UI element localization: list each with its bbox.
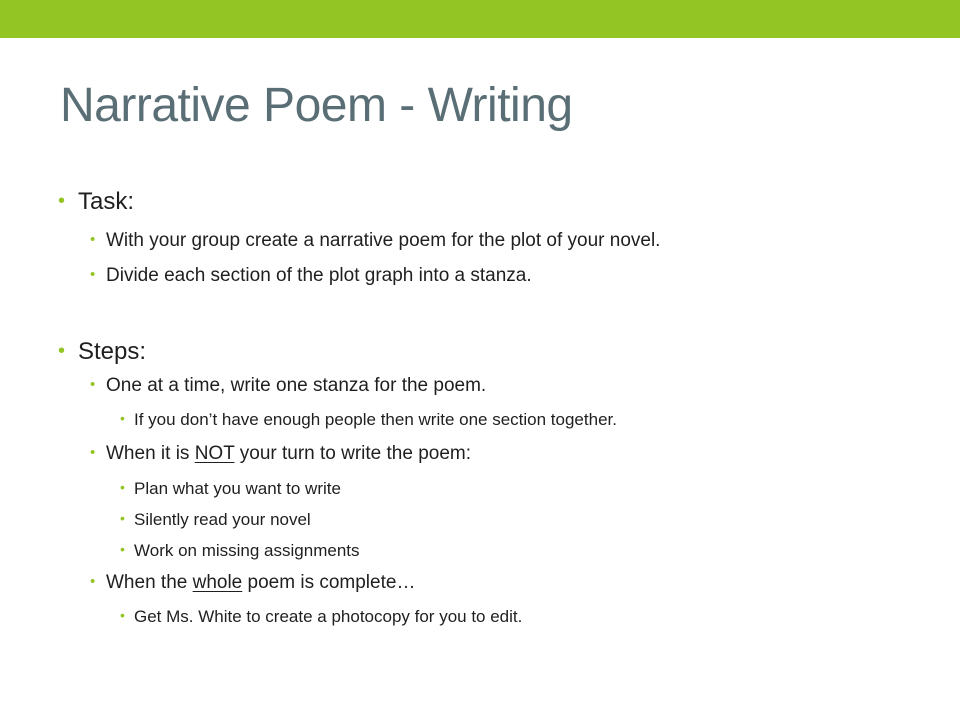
bullet-step-3-sub: • Get Ms. White to create a photocopy for you to edit.	[120, 607, 523, 626]
underlined-whole: whole	[192, 572, 243, 593]
underlined-not: NOT	[194, 443, 235, 464]
bullet-step-2-sub: • Plan what you want to write	[120, 479, 341, 498]
bullet-step-2: • When it is NOT your turn to write the poem:	[90, 443, 472, 464]
bullet-dot-icon: •	[90, 231, 96, 248]
steps-heading: Steps:	[78, 338, 147, 365]
bullet-dot-icon: •	[58, 190, 66, 212]
bullet-task	[58, 188, 135, 216]
bullet-dot-icon: •	[58, 340, 66, 362]
task-heading: Task:	[78, 188, 135, 215]
bullet-dot-icon: •	[90, 376, 96, 393]
bullet-dot-icon: •	[120, 479, 125, 495]
bullet-steps	[58, 338, 147, 366]
bullet-task-item: • With your group create a narrative poem for the plot of your novel.	[90, 230, 661, 251]
bullet-dot-icon: •	[120, 510, 125, 526]
slide-title: Narrative Poem - Writing	[60, 79, 573, 132]
bullet-dot-icon: •	[90, 266, 96, 283]
bullet-dot-icon: •	[90, 573, 96, 590]
bullet-dot-icon: •	[120, 541, 125, 557]
bullet-step-2-sub: • Work on missing assignments	[120, 541, 360, 560]
bullet-dot-icon: •	[90, 444, 96, 461]
bullet-dot-icon: •	[120, 410, 125, 426]
bullet-step-1: • One at a time, write one stanza for the poem.	[90, 375, 487, 396]
bullet-step-2-sub: • Silently read your novel	[120, 510, 311, 529]
bullet-dot-icon: •	[120, 607, 125, 623]
bullet-task-item: • Divide each section of the plot graph into a stanza.	[90, 265, 532, 286]
bullet-step-3: • When the whole poem is complete…	[90, 572, 416, 593]
bullet-step-1-sub: • If you don’t have enough people then write one section together.	[120, 410, 617, 429]
